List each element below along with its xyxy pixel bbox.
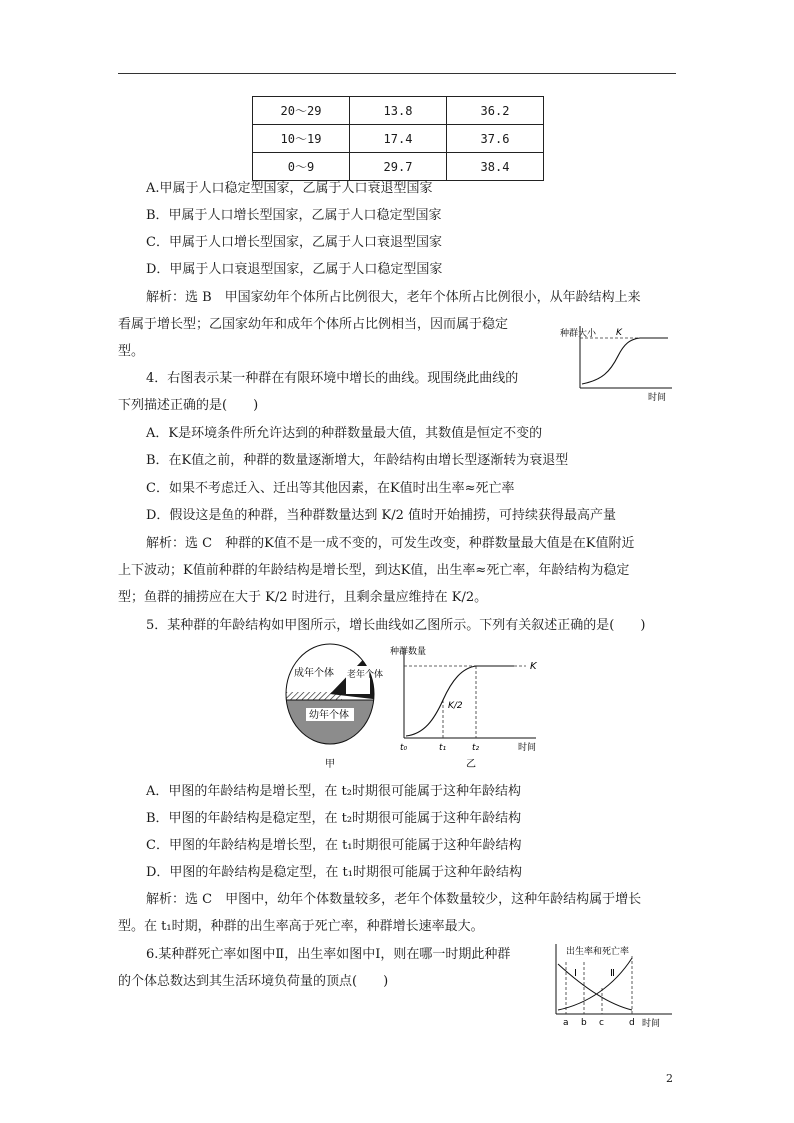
q3-option-d: D．甲属于人口衰退型国家，乙属于人口稳定型国家 xyxy=(146,262,443,277)
pie-young-label: 幼年个体 xyxy=(309,710,349,721)
q5-age-pie xyxy=(282,640,392,770)
q6-x-label: 时间 xyxy=(642,1019,661,1029)
q5-stem: 5．某种群的年龄结构如甲图所示，增长曲线如乙图所示。下列有关叙述正确的是( ) xyxy=(146,618,646,633)
page-number: 2 xyxy=(666,1072,673,1085)
q4-k-label: K xyxy=(616,328,622,338)
label-I: Ⅰ xyxy=(574,968,577,979)
q5-k-half-label: K/2 xyxy=(448,701,463,711)
q5-growth-chart xyxy=(386,640,558,770)
tick-b: b xyxy=(581,1018,587,1028)
q4-option-c: C．如果不考虑迁入、迁出等其他因素，在K值时出生率≈死亡率 xyxy=(146,481,515,496)
tick-t0: t₀ xyxy=(400,743,408,753)
q3-analysis-end: 型。 xyxy=(118,344,145,359)
table-cell: 10～19 xyxy=(253,125,350,153)
q6-stem: 6.某种群死亡率如图中Ⅱ，出生率如图中Ⅰ，则在哪一时期此种群 xyxy=(146,947,511,962)
q4-analysis-end: 型；鱼群的捕捞应在大于 K/2 时进行，且剩余量应维持在 K/2。 xyxy=(118,590,488,605)
q4-option-b: B．在K值之前，种群的数量逐渐增大，年龄结构由增长型逐渐转为衰退型 xyxy=(146,453,569,468)
label-II: Ⅱ xyxy=(610,968,615,979)
q3-option-c: C．甲属于人口增长型国家，乙属于人口衰退型国家 xyxy=(146,235,442,250)
q3-option-a: A.甲属于人口稳定型国家，乙属于人口衰退型国家 xyxy=(146,181,433,196)
table-cell: 29.7 xyxy=(350,153,447,181)
tick-t2: t₂ xyxy=(472,743,480,753)
q3-analysis-cont: 看属于增长型；乙国家幼年和成年个体所占比例相当，因而属于稳定 xyxy=(118,317,509,332)
q5-k-label: K xyxy=(530,661,537,672)
q4-option-a: A．K是环境条件所允许达到的种群数量最大值，其数值是恒定不变的 xyxy=(146,426,543,441)
q5-analysis-cont: 型。在 t₁时期，种群的出生率高于死亡率，种群增长速率最大。 xyxy=(118,919,484,934)
tick-d: d xyxy=(629,1018,635,1028)
q6-stem-cont: 的个体总数达到其生活环境负荷量的顶点( ) xyxy=(118,974,389,989)
q5-option-d: D．甲图的年龄结构是稳定型，在 t₁时期很可能属于这种年龄结构 xyxy=(146,865,522,880)
table-cell: 37.6 xyxy=(447,125,544,153)
q4-analysis-cont: 上下波动；K值前种群的年龄结构是增长型，到达K值，出生率≈死亡率，年龄结构为稳定 xyxy=(118,563,630,578)
table-cell: 38.4 xyxy=(447,153,544,181)
table-row xyxy=(253,153,544,181)
age-data-table xyxy=(252,96,544,181)
q5-option-a: A．甲图的年龄结构是增长型，在 t₂时期很可能属于这种年龄结构 xyxy=(146,784,521,799)
q5-y-label: 种群数量 xyxy=(390,647,427,657)
pie-old-label: 老年个体 xyxy=(347,670,384,680)
q6-rate-chart xyxy=(552,940,676,1030)
tick-a: a xyxy=(563,1018,569,1028)
table-cell: 20～29 xyxy=(253,97,350,125)
q5-analysis: 解析：选 C 甲图中，幼年个体数量较多，老年个体数量较少，这种年龄结构属于增长 xyxy=(146,892,642,907)
table-cell: 0～9 xyxy=(253,153,350,181)
table-row xyxy=(253,125,544,153)
q4-stem-cont: 下列描述正确的是( ) xyxy=(118,398,259,413)
q4-x-label: 时间 xyxy=(648,393,667,402)
q3-analysis: 解析：选 B 甲国家幼年个体所占比例很大，老年个体所占比例很小，从年龄结构上来 xyxy=(146,290,641,305)
pie-adult-label: 成年个体 xyxy=(294,668,334,679)
tick-c: c xyxy=(599,1018,604,1028)
q4-y-label: 种群大小 xyxy=(560,329,597,339)
q5-x-label: 时间 xyxy=(518,743,537,753)
q4-stem: 4．右图表示某一种群在有限环境中增长的曲线。现围绕此曲线的 xyxy=(146,371,519,386)
q6-chart-title: 出生率和死亡率 xyxy=(566,947,630,957)
q3-option-b: B．甲属于人口增长型国家，乙属于人口稳定型国家 xyxy=(146,208,442,223)
table-cell: 17.4 xyxy=(350,125,447,153)
q5-option-b: B．甲图的年龄结构是稳定型，在 t₂时期很可能属于这种年龄结构 xyxy=(146,811,522,826)
curve-caption: 乙 xyxy=(466,759,476,770)
table-row xyxy=(253,97,544,125)
q5-option-c: C．甲图的年龄结构是增长型，在 t₁时期很可能属于这种年龄结构 xyxy=(146,838,522,853)
tick-t1: t₁ xyxy=(439,743,447,753)
pie-caption: 甲 xyxy=(325,759,335,770)
q4-analysis: 解析：选 C 种群的K值不是一成不变的，可发生改变，种群数量最大值是在K值附近 xyxy=(146,536,635,551)
table-cell: 13.8 xyxy=(350,97,447,125)
q4-growth-chart xyxy=(558,322,676,402)
table-cell: 36.2 xyxy=(447,97,544,125)
header-rule xyxy=(118,73,676,74)
q4-option-d: D．假设这是鱼的种群，当种群数量达到 K/2 值时开始捕捞，可持续获得最高产量 xyxy=(146,508,617,523)
